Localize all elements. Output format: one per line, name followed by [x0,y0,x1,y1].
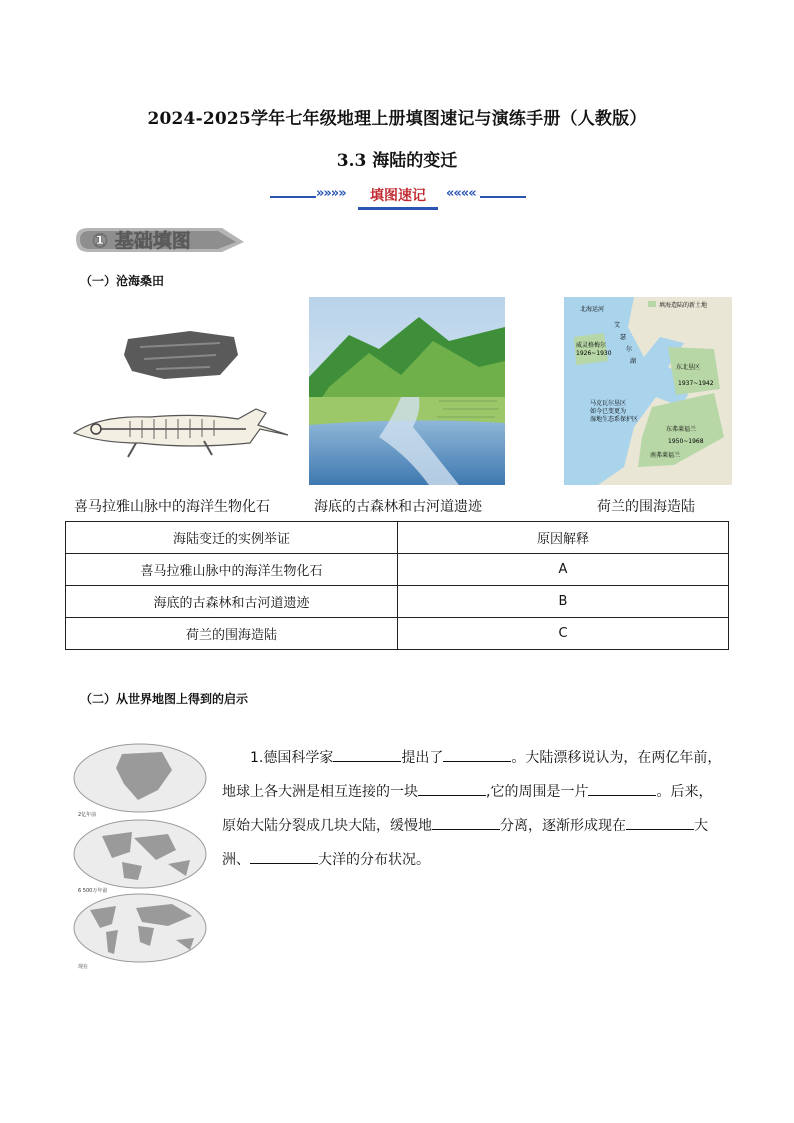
globe-label-200ma: 2亿年前 [78,812,97,818]
table-row [66,554,729,586]
continental-drift-maps [72,740,212,972]
para-text: 。后来， [656,784,713,800]
caption-fossil: 喜马拉雅山脉中的海洋生物化石 [74,499,270,515]
section-badge [72,224,248,254]
netherlands-map [564,297,732,485]
blank-supercontinent[interactable] [418,781,486,796]
map-label-markerwaard-note1: 如今已变更为 [590,408,627,415]
map-label-ai: 艾 [614,322,621,329]
table-cell: 海底的古森林和古河道遗迹 [66,586,398,618]
para-text: 1.德国科学家 [250,750,334,766]
map-legend: 填海造陆的新土地 [659,302,708,309]
para-text: 原始大陆分裂成几块大陆，缓慢地 [222,818,432,834]
map-label-wieringermeer-years: 1926~1930 [576,350,612,357]
fossil-image [70,325,294,465]
para-text: ,它的周围是一片 [486,784,589,800]
map-label-markerwaard: 马克瓦尔垦区 [590,400,627,407]
table-cell: B [398,586,729,618]
map-label-markerwaard-note2: 湿地生态系保护区 [590,416,639,423]
paragraph-line-2 [222,775,742,809]
landscape-image [309,297,505,485]
table-row [66,618,729,650]
table-header: 海陆变迁的实例举证 [66,522,398,554]
para-text: 洲、 [222,852,250,868]
map-label-canal: 北海运河 [580,306,605,313]
para-text: 提出了 [401,750,444,766]
caption-landscape: 海底的古森林和古河道遗迹 [314,499,482,515]
document-title: 2024-2025学年七年级地理上册填图速记与演练手册（人教版） [147,109,647,129]
section-banner [270,182,526,210]
continental-drift-image [72,740,212,972]
table-cell: C [398,618,729,650]
para-text: 地球上各大洲是相互连接的一块 [222,784,418,800]
banner-left-arrows: »»»» [316,186,346,201]
blank-oceans-count[interactable] [250,849,318,864]
table-row [66,586,729,618]
blank-continents-count[interactable] [626,815,694,830]
map-label-se: 瑟 [620,334,627,341]
map-label-noordoost-years: 1937~1942 [678,380,714,387]
badge-text: ① 基础填图 [92,230,191,252]
para-text: 大洋的分布状况。 [318,852,430,868]
para-text: 。大陆漂移说认为，在两亿年前， [511,750,722,766]
blank-ocean[interactable] [588,781,656,796]
map-label-hu: 湖 [630,358,637,365]
evidence-table [65,521,729,650]
blank-drift[interactable] [432,815,500,830]
globe-label-now: 现在 [78,964,89,970]
table-cell: A [398,554,729,586]
badge-shape [72,224,248,254]
part2-heading: （二）从世界地图上得到的启示 [80,692,249,706]
para-text: 分离，逐渐形成现在 [500,818,626,834]
paragraph-line-1 [222,741,742,775]
fossil-illustration [70,325,294,465]
fill-in-paragraph [222,741,742,877]
banner-label: 填图速记 [358,185,438,210]
landscape-illustration [309,297,505,485]
netherlands-map-image [564,297,732,485]
blank-theory[interactable] [443,747,511,762]
table-cell: 荷兰的围海造陆 [66,618,398,650]
map-label-oostelijk-years: 1950~1968 [668,438,704,445]
map-label-er: 尔 [626,346,633,353]
paragraph-line-3 [222,809,742,843]
globe-label-65ma: 6 500万年前 [78,888,108,894]
table-header: 原因解释 [398,522,729,554]
para-text: 大 [694,818,708,834]
lesson-subtitle: 3.3 海陆的变迁 [336,151,458,171]
table-header-row [66,522,729,554]
banner-right-arrows: «««« [446,186,476,201]
map-label-oostelijk: 东弗莱福兰 [666,426,697,433]
paragraph-line-4 [222,843,742,877]
map-label-wieringermeer: 威灵格梅尔 [576,342,607,349]
map-label-noordoost: 东北垦区 [676,364,701,371]
part1-heading: （一）沧海桑田 [80,274,165,288]
table-cell: 喜马拉雅山脉中的海洋生物化石 [66,554,398,586]
caption-netherlands: 荷兰的围海造陆 [597,499,695,515]
map-label-zuidelijk: 南弗莱福兰 [650,452,681,459]
blank-scientist[interactable] [333,747,401,762]
